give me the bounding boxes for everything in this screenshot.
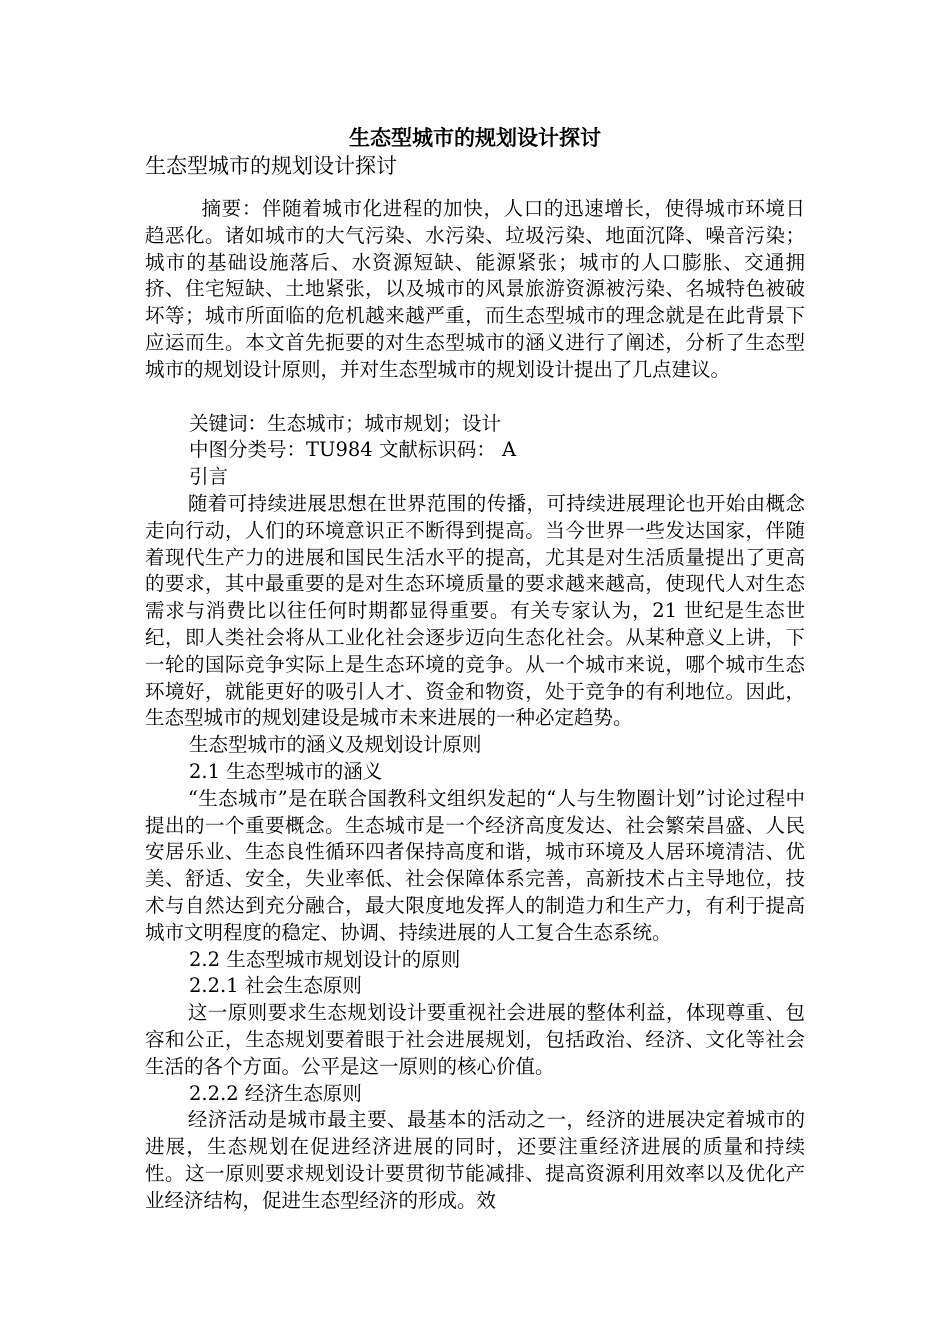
subsection-heading-2-2: 2.2 生态型城市规划设计的原则 xyxy=(189,947,461,971)
paragraph-2-1: “生态城市”是在联合国教科文组织发起的“人与生物圈计划”讨论过程中提出的一个重要概念。生态城市是一个经济高度发达、社会繁荣昌盛、人民安居乐业、生态良性循环四者保持高度和谐，城市环境及人居环境清洁、优美、舒适、安全，失业率低、社会保障体系完善，高新技术占主导地位，技术与自然达到充分融合，最大限度地发挥人的制造力和生产力，有利于提高城市文明程度的稳定、协调、持续进展的人工复合生态系统。 xyxy=(145,786,805,944)
subsection-heading-2-2-1: 2.2.1 社会生态原则 xyxy=(189,974,362,998)
document-title: 生态型城市的规划设计探讨 xyxy=(349,125,601,150)
abstract-paragraph: 摘要：伴随着城市化进程的加快，人口的迅速增长，使得城市环境日趋恶化。诸如城市的大气污染、水污染、垃圾污染、地面沉降、噪音污染；城市的基础设施落后、水资源短缺、能源紧张；城市的人口膨胀、交通拥挤、住宅短缺、土地紧张，以及城市的风景旅游资源被污染、名城特色被破坏等；城市所面临的危机越来越严重，而生态型城市的理念就是在此背景下应运而生。本文首先扼要的对生态型城市的涵义进行了阐述，分析了生态型城市的规划设计原则，并对生态型城市的规划设计提出了几点建议。 xyxy=(145,197,805,381)
paragraph-2-2-2: 经济活动是城市最主要、最基本的活动之一，经济的进展决定着城市的进展，生态规划在促进经济进展的同时，还要注重经济进展的质量和持续性。这一原则要求规划设计要贯彻节能减排、提高资源利用效率以及优化产业经济结构，促进生态型经济的形成。效 xyxy=(145,1108,805,1212)
section-heading: 生态型城市的涵义及规划设计原则 xyxy=(189,733,482,757)
subsection-heading-2-2-2: 2.2.2 经济生态原则 xyxy=(189,1081,362,1105)
keywords-line: 关键词：生态城市；城市规划；设计 xyxy=(189,411,502,435)
subsection-heading-2-1: 2.1 生态型城市的涵义 xyxy=(189,759,383,783)
document-subtitle: 生态型城市的规划设计探讨 xyxy=(145,154,397,178)
spacer xyxy=(145,384,805,411)
classification-line: 中图分类号：TU984 文献标识码： A xyxy=(189,438,517,462)
intro-heading: 引言 xyxy=(189,465,229,489)
paragraph-2-2-1: 这一原则要求生态规划设计要重视社会进展的整体利益，体现尊重、包容和公正，生态规划要着眼于社会进展规划，包括政治、经济、文化等社会生活的各个方面。公平是这一原则的核心价值。 xyxy=(145,1001,805,1078)
document-body xyxy=(145,196,805,1214)
intro-paragraph: 随着可持续进展思想在世界范围的传播，可持续进展理论也开始由概念走向行动，人们的环境意识正不断得到提高。当今世界一些发达国家，伴随着现代生产力的进展和国民生活水平的提高，尤其是对生活质量提出了更高的要求，其中最重要的是对生态环境质量的要求越来越高，使现代人对生态需求与消费比以往任何时期都显得重要。有关专家认为，21 世纪是生态世纪，即人类社会将从工业化社会逐步迈向生态化社会。从某种意义上讲，下一轮的国际竞争实际上是生态环境的竞争。从一个城市来说，哪个城市生态环境好，就能更好的吸引人才、资金和物资，处于竞争的有利地位。因此，生态型城市的规划建设是城市未来进展的一种必定趋势。 xyxy=(145,491,805,730)
